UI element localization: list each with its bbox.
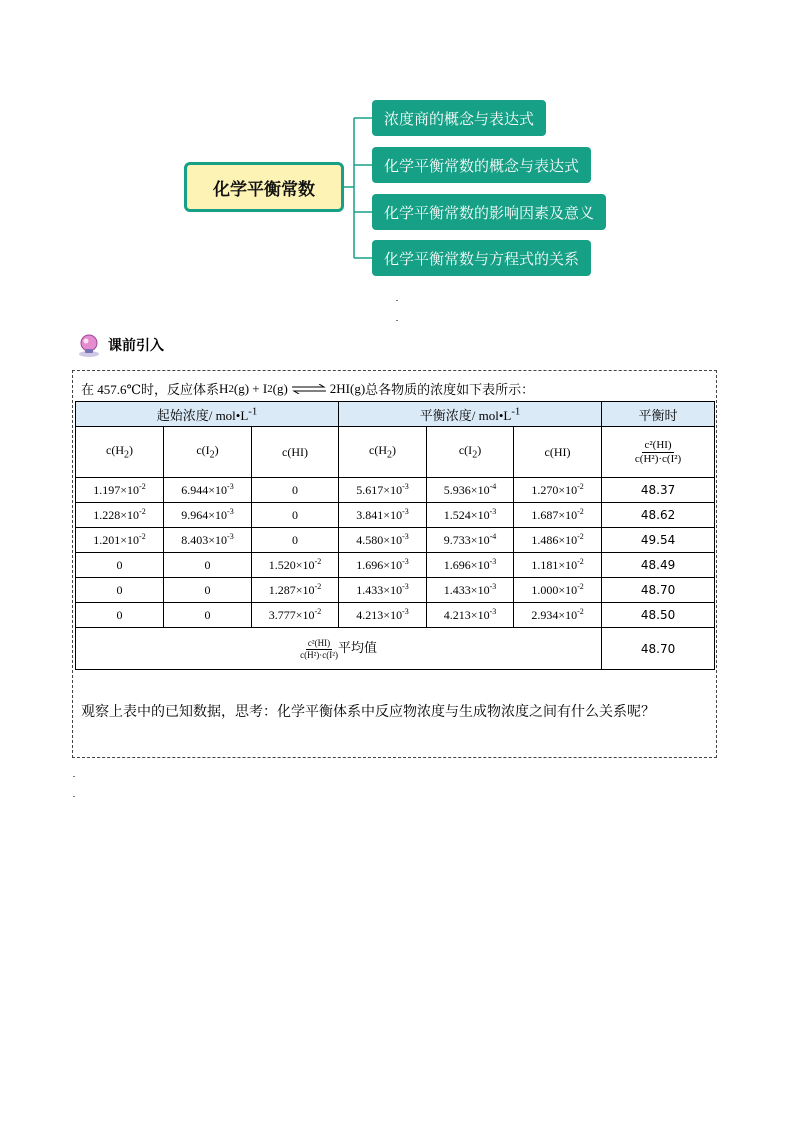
section-heading xyxy=(76,332,164,358)
equilibrium-constant-cell: 49.54 xyxy=(602,528,715,553)
average-numerator: c²(HI) xyxy=(307,638,331,649)
equilibrium-constant-cell: 48.49 xyxy=(602,553,715,578)
table-cell: $9.964\times 10^{-3}$ xyxy=(164,503,252,528)
intro-i2-sub: 2 xyxy=(267,382,273,395)
average-denominator: c(H²)·c(I²) xyxy=(300,649,338,660)
ratio-denominator: c(H²)·c(I²) xyxy=(634,452,682,465)
table-group-header-row xyxy=(76,402,715,427)
table-cell: $3.777\times 10^{-2}$ xyxy=(252,603,339,628)
concentration-table xyxy=(75,401,715,670)
col-header-c-hi: c(HI) xyxy=(514,427,602,478)
table-cell: $3.841\times 10^{-3}$ xyxy=(339,503,427,528)
col-header-c-i2: $c(I_2)$ xyxy=(164,427,252,478)
table-cell: $5.936\times 10^{-4}$ xyxy=(427,478,514,503)
mindmap-branch-label: 化学平衡常数的影响因素及意义 xyxy=(384,203,595,222)
intro-g1: (g) + I xyxy=(233,380,268,396)
question-text: 观察上表中的已知数据，思考：化学平衡体系中反应物浓度与生成物浓度之间有什么关系呢？ xyxy=(81,704,655,720)
table-cell: $5.617\times 10^{-3}$ xyxy=(339,478,427,503)
table-cell: 0 xyxy=(252,528,339,553)
intro-product: 2HI(g) xyxy=(329,380,366,396)
equilibrium-concentration-header: 平衡浓度/ $mol•L^{-1}$ xyxy=(339,402,602,427)
table-cell: $4.580\times 10^{-3}$ xyxy=(339,528,427,553)
lightbulb-person-icon xyxy=(76,332,102,358)
mindmap-branch-label: 化学平衡常数与方程式的关系 xyxy=(384,249,580,268)
table-row xyxy=(76,603,715,628)
table-cell: 0 xyxy=(164,603,252,628)
average-fraction xyxy=(300,638,338,660)
table-cell: $1.433\times 10^{-3}$ xyxy=(427,578,514,603)
table-row xyxy=(76,553,715,578)
table-cell: $1.201\times 10^{-2}$ xyxy=(76,528,164,553)
table-cell: $1.228\times 10^{-2}$ xyxy=(76,503,164,528)
table-cell: $1.270\times 10^{-2}$ xyxy=(514,478,602,503)
intro-prefix: 在 457.6℃时，反应体系 xyxy=(81,382,220,397)
table-row xyxy=(76,478,715,503)
table-cell: 0 xyxy=(164,578,252,603)
table-column-header-row xyxy=(76,427,715,478)
mindmap xyxy=(0,0,794,300)
intro-h2-sub: 2 xyxy=(228,382,234,395)
table-cell: $1.433\times 10^{-3}$ xyxy=(339,578,427,603)
table-cell: 0 xyxy=(252,503,339,528)
col-header-c-h2: $c(H_2)$ xyxy=(339,427,427,478)
table-cell: $8.403\times 10^{-3}$ xyxy=(164,528,252,553)
intro-panel xyxy=(72,370,717,758)
table-cell: 0 xyxy=(252,478,339,503)
average-label: 平均值 xyxy=(337,640,377,656)
equilibrium-constant-cell: 48.70 xyxy=(602,578,715,603)
average-value: 48.70 xyxy=(602,628,715,670)
table-cell: $1.287\times 10^{-2}$ xyxy=(252,578,339,603)
intro-text xyxy=(81,379,534,398)
table-cell: $1.486\times 10^{-2}$ xyxy=(514,528,602,553)
table-cell: $6.944\times 10^{-3}$ xyxy=(164,478,252,503)
table-cell: $1.696\times 10^{-3}$ xyxy=(339,553,427,578)
table-cell: $1.687\times 10^{-2}$ xyxy=(514,503,602,528)
stray-mark xyxy=(73,776,75,777)
col-header-c-hi: c(HI) xyxy=(252,427,339,478)
col-header-ratio xyxy=(602,427,715,478)
table-cell: $1.520\times 10^{-2}$ xyxy=(252,553,339,578)
table-cell: $4.213\times 10^{-3}$ xyxy=(427,603,514,628)
mindmap-root-label: 化学平衡常数 xyxy=(213,179,315,200)
mindmap-branch-2 xyxy=(372,147,591,183)
intro-suffix: 总各物质的浓度如下表所示： xyxy=(365,382,535,397)
table-average-row xyxy=(76,628,715,670)
table-cell: $1.524\times 10^{-3}$ xyxy=(427,503,514,528)
ratio-numerator: c²(HI) xyxy=(644,438,672,451)
table-cell: $9.733\times 10^{-4}$ xyxy=(427,528,514,553)
table-cell: 0 xyxy=(76,603,164,628)
stray-mark xyxy=(396,320,398,321)
equilibrium-constant-cell: 48.37 xyxy=(602,478,715,503)
mindmap-root xyxy=(184,162,344,212)
table-cell: 0 xyxy=(164,553,252,578)
table-cell: $1.181\times 10^{-2}$ xyxy=(514,553,602,578)
table-row xyxy=(76,503,715,528)
stray-mark xyxy=(73,796,75,797)
table-cell: $1.197\times 10^{-2}$ xyxy=(76,478,164,503)
mindmap-branch-3 xyxy=(372,194,606,230)
initial-concentration-header: 起始浓度/ $mol•L^{-1}$ xyxy=(76,402,339,427)
intro-g2: (g) xyxy=(272,380,288,396)
col-header-c-h2: $c(H_2)$ xyxy=(76,427,164,478)
table-cell: $1.696\times 10^{-3}$ xyxy=(427,553,514,578)
stray-mark xyxy=(396,300,398,301)
mindmap-branch-4 xyxy=(372,240,591,276)
table-cell: $2.934\times 10^{-2}$ xyxy=(514,603,602,628)
equilibrium-constant-cell: 48.62 xyxy=(602,503,715,528)
table-cell: 0 xyxy=(76,578,164,603)
section-label: 课前引入 xyxy=(108,338,164,354)
mindmap-branch-1 xyxy=(372,100,546,136)
mindmap-branch-label: 浓度商的概念与表达式 xyxy=(384,109,535,128)
col-header-c-i2: $c(I_2)$ xyxy=(427,427,514,478)
table-row xyxy=(76,578,715,603)
at-equilibrium-header: 平衡时 xyxy=(602,402,715,427)
intro-h2: H xyxy=(219,380,229,396)
average-label-cell xyxy=(76,628,602,670)
equilibrium-arrow-icon xyxy=(291,384,327,394)
table-cell: $1.000\times 10^{-2}$ xyxy=(514,578,602,603)
table-cell: $4.213\times 10^{-3}$ xyxy=(339,603,427,628)
equilibrium-constant-cell: 48.50 xyxy=(602,603,715,628)
table-cell: 0 xyxy=(76,553,164,578)
table-row xyxy=(76,528,715,553)
ratio-fraction xyxy=(635,439,681,465)
mindmap-branch-label: 化学平衡常数的概念与表达式 xyxy=(384,156,580,175)
